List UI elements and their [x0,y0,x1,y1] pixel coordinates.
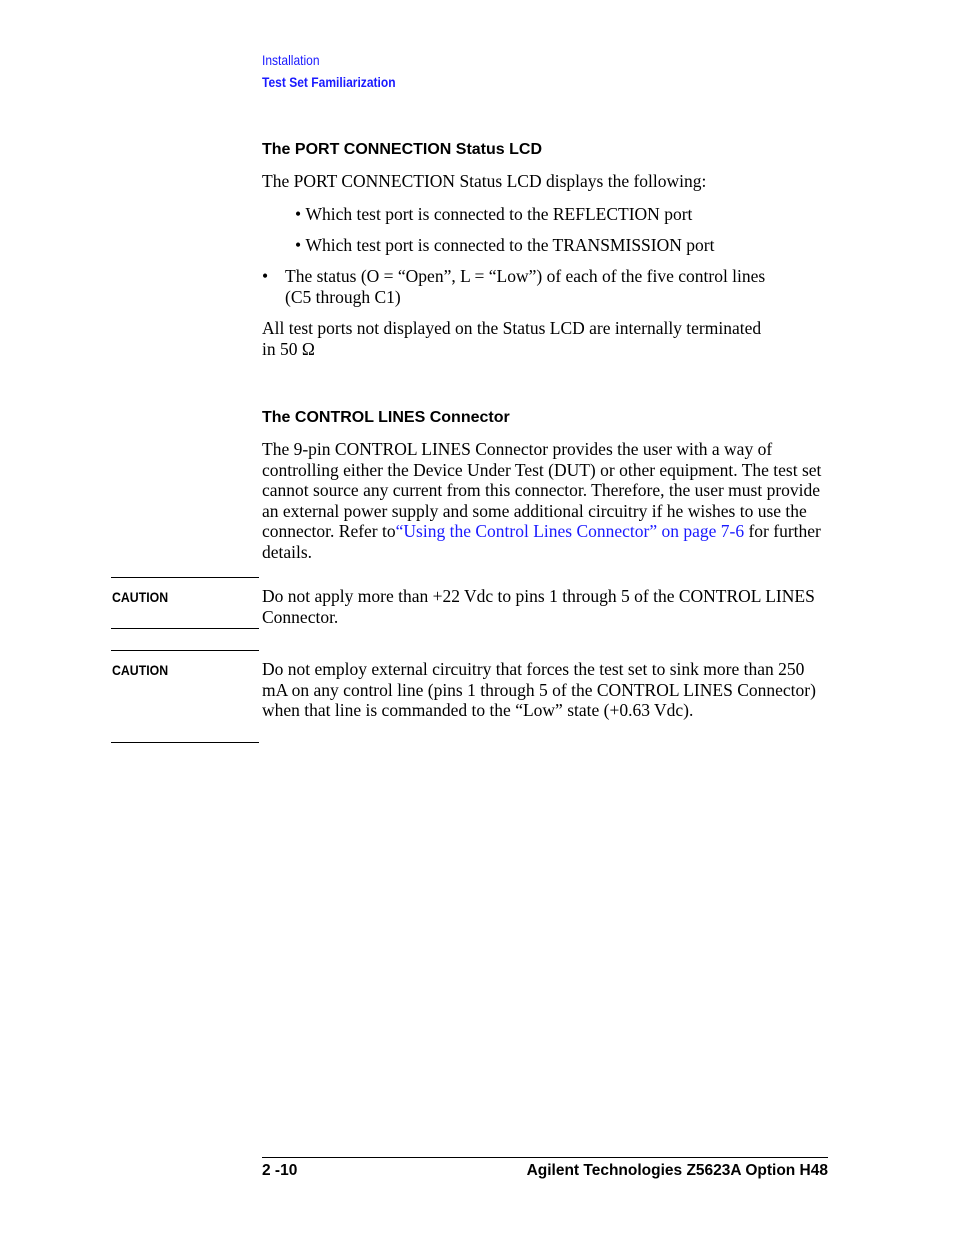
control-lines-text-after: for further details. [262,521,821,562]
breadcrumb-section[interactable]: Installation [262,52,320,68]
caution-top-rule [111,650,259,651]
caution-label: CAUTION [112,589,169,605]
list-item-text: Which test port is connected to the TRANSMISSION port [305,235,715,255]
breadcrumb-subsection[interactable]: Test Set Familiarization [262,74,396,90]
list-item-text: Which test port is connected to the REFLECTION port [305,204,693,224]
status-item-line2: (C5 through C1) [285,286,401,307]
control-lines-heading: The CONTROL LINES Connector [262,409,510,426]
port-lcd-intro: The PORT CONNECTION Status LCD displays the following: [262,171,707,191]
page-number: 2 -10 [262,1162,298,1179]
list-item: • Which test port is connected to the TRANSMISSION port [295,235,715,255]
status-item-line1: The status (O = “Open”, L = “Low”) of each of the five control lines [285,266,766,286]
port-lcd-note: All test ports not displayed on the Status LCD are internally terminated in 50 Ω [262,318,762,359]
list-item: • Which test port is connected to the REFLECTION port [295,204,693,224]
caution-label: CAUTION [112,662,169,678]
bullet-icon: • [262,266,269,286]
control-lines-text: The 9-pin CONTROL LINES Connector provides the user with a way of controlling either the Device Under Test (DUT) or other equipment. The test set cannot source any current from this connector. Therefore, the user must provide an external power supply and some additional circuitry if he wishes to use the connector. Refer to [262,439,822,541]
caution-text: Do not employ external circuitry that forces the test set to sink more than 250 mA on any control line (pins 1 through 5 of the CONTROL LINES Connector) when that line is commanded to the “Low” state (+0.63 Vdc). [262,659,816,720]
footer-rule [262,1157,828,1158]
control-lines-paragraph [262,439,834,562]
caution-bottom-rule [111,628,259,629]
caution-text: Do not apply more than +22 Vdc to pins 1 through 5 of the CONTROL LINES Connector. [262,586,815,627]
control-lines-link[interactable]: “Using the Control Lines Connector” on page 7-6 [395,521,745,541]
caution-bottom-rule [111,742,259,743]
status-item [285,266,845,307]
port-lcd-heading: The PORT CONNECTION Status LCD [262,141,543,158]
footer-product: Agilent Technologies Z5623A Option H48 [526,1162,828,1179]
caution-top-rule [111,577,259,578]
